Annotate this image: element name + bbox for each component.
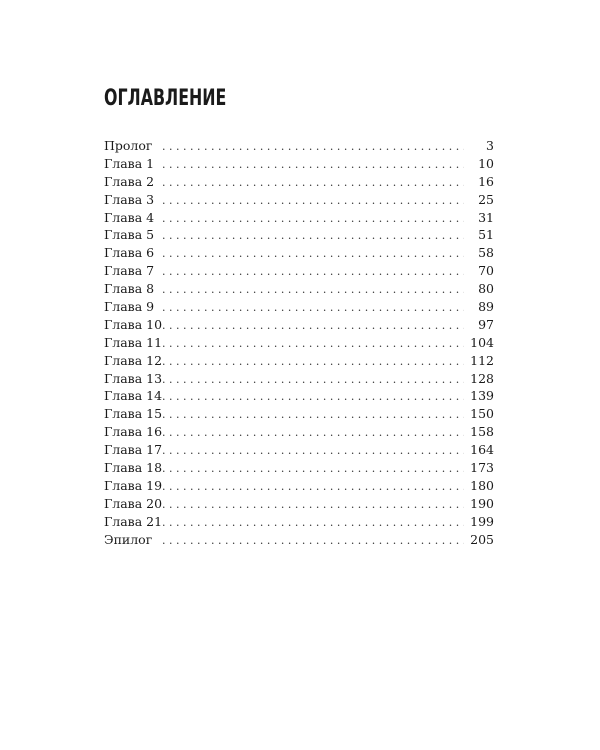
toc-entry-chapter-4 xyxy=(104,209,494,227)
toc-entry-label: Глава 3 xyxy=(104,191,155,207)
dot-leader xyxy=(162,156,464,174)
toc-entry-page: 205 xyxy=(470,531,494,547)
toc-entry-label: Глава 15 xyxy=(104,406,163,422)
dot-leader xyxy=(162,406,464,424)
dot-leader xyxy=(162,442,464,460)
toc-entry-page: 58 xyxy=(478,245,494,261)
toc-entry-prologue xyxy=(104,137,494,155)
toc-entry-page: 89 xyxy=(478,299,494,315)
toc-entry-page: 104 xyxy=(470,334,494,350)
toc-entry-label: Глава 10 xyxy=(104,316,163,332)
toc-entry-label: Глава 11 xyxy=(104,334,163,350)
dot-leader xyxy=(162,335,464,353)
toc-entry-page: 3 xyxy=(486,138,494,153)
dot-leader xyxy=(162,460,464,478)
toc-title: ОГЛАВЛЕНИЕ xyxy=(104,86,227,111)
dot-leader xyxy=(162,227,464,245)
toc-entry-page: 173 xyxy=(470,460,494,476)
toc-entry-chapter-3 xyxy=(104,191,494,209)
toc-entry-chapter-8 xyxy=(104,280,494,298)
toc-entry-chapter-16 xyxy=(104,423,494,441)
toc-entry-page: 16 xyxy=(478,173,494,189)
dot-leader xyxy=(162,353,464,371)
dot-leader xyxy=(162,138,464,156)
toc-entry-page: 70 xyxy=(478,263,494,279)
dot-leader xyxy=(162,532,464,550)
toc-entry-page: 128 xyxy=(470,370,494,386)
toc-entry-page: 80 xyxy=(478,281,494,297)
dot-leader xyxy=(162,478,464,496)
toc-entry-label: Глава 9 xyxy=(104,299,155,315)
toc-entry-page: 150 xyxy=(470,406,494,422)
toc-entry-label: Глава 4 xyxy=(104,209,155,225)
dot-leader xyxy=(162,371,464,389)
toc-entry-page: 190 xyxy=(470,495,494,511)
toc-entry-chapter-1 xyxy=(104,155,494,173)
dot-leader xyxy=(162,210,464,228)
toc-entry-chapter-19 xyxy=(104,477,494,495)
toc-entry-page: 112 xyxy=(470,352,494,368)
dot-leader xyxy=(162,424,464,442)
toc-entry-epilogue xyxy=(104,531,494,549)
toc-entry-page: 164 xyxy=(470,442,494,458)
toc-entry-label: Глава 1 xyxy=(104,155,155,171)
toc-entry-label: Глава 2 xyxy=(104,173,155,189)
toc-entry-chapter-21 xyxy=(104,513,494,531)
toc-entry-label: Глава 14 xyxy=(104,388,163,404)
dot-leader xyxy=(162,174,464,192)
toc-entry-chapter-2 xyxy=(104,173,494,191)
toc-entry-chapter-13 xyxy=(104,370,494,388)
toc-entry-label: Пролог xyxy=(104,138,153,153)
toc-entry-label: Глава 21 xyxy=(104,513,163,529)
toc-entry-page: 158 xyxy=(470,424,494,440)
toc-entry-label: Глава 8 xyxy=(104,281,155,297)
dot-leader xyxy=(162,388,464,406)
toc-entry-chapter-17 xyxy=(104,441,494,459)
toc-entry-page: 10 xyxy=(478,155,494,171)
toc-entry-label: Глава 7 xyxy=(104,263,155,279)
toc-entry-chapter-11 xyxy=(104,334,494,352)
toc-entry-page: 199 xyxy=(470,513,494,529)
dot-leader xyxy=(162,514,464,532)
toc-entry-label: Глава 17 xyxy=(104,442,163,458)
toc-entry-chapter-10 xyxy=(104,316,494,334)
toc-entry-label: Глава 5 xyxy=(104,227,155,243)
toc-entry-label: Эпилог xyxy=(104,531,153,547)
toc-entry-label: Глава 6 xyxy=(104,245,155,261)
toc-entry-chapter-5 xyxy=(104,226,494,244)
dot-leader xyxy=(162,263,464,281)
toc-entry-label: Глава 18 xyxy=(104,460,163,476)
toc-entry-label: Глава 19 xyxy=(104,477,163,493)
toc-entry-chapter-20 xyxy=(104,495,494,513)
toc-entry-label: Глава 13 xyxy=(104,370,163,386)
toc-entry-chapter-7 xyxy=(104,262,494,280)
toc-entry-page: 25 xyxy=(478,191,494,207)
toc-entry-page: 31 xyxy=(478,209,494,225)
toc-entry-chapter-14 xyxy=(104,387,494,405)
toc-entry-chapter-15 xyxy=(104,405,494,423)
toc-entry-page: 51 xyxy=(478,227,494,243)
toc-entry-chapter-18 xyxy=(104,459,494,477)
toc-entry-page: 139 xyxy=(470,388,494,404)
toc-entry-page: 180 xyxy=(470,477,494,493)
toc-entry-chapter-9 xyxy=(104,298,494,316)
toc-entry-chapter-12 xyxy=(104,352,494,370)
dot-leader xyxy=(162,317,464,335)
dot-leader xyxy=(162,281,464,299)
dot-leader xyxy=(162,299,464,317)
toc-entry-chapter-6 xyxy=(104,244,494,262)
toc-entry-label: Глава 12 xyxy=(104,352,163,368)
toc-entry-label: Глава 20 xyxy=(104,495,163,511)
dot-leader xyxy=(162,496,464,514)
toc-entry-page: 97 xyxy=(478,316,494,332)
dot-leader xyxy=(162,192,464,210)
toc-entry-label: Глава 16 xyxy=(104,424,163,440)
dot-leader xyxy=(162,245,464,263)
toc-list xyxy=(104,137,494,548)
